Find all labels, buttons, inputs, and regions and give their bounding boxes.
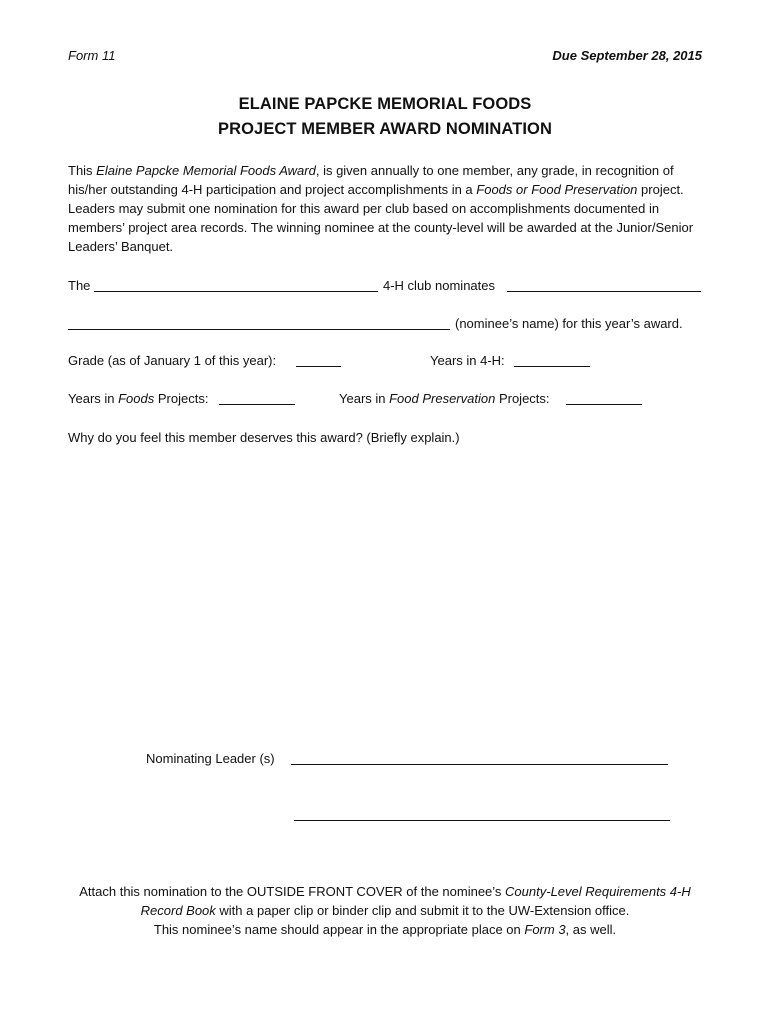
club-name-field[interactable] bbox=[94, 291, 378, 292]
intro-text-3: project. Leaders may submit one nomination for this award per club based on accomplishments documented in members’ project area records. The winning nominee at the county-level will be awarded at the Junior/Senior Leaders’ Banquet. bbox=[68, 182, 694, 254]
footer-line-3 bbox=[0, 920, 770, 939]
years-preservation-field[interactable] bbox=[566, 404, 642, 405]
years-foods-label bbox=[68, 389, 208, 408]
footer-line-3-suffix: , as well. bbox=[565, 922, 617, 937]
form-title-line-1: ELAINE PAPCKE MEMORIAL FOODS bbox=[238, 95, 532, 113]
club-nominates-field[interactable] bbox=[507, 291, 701, 292]
nominating-leader-signature-1[interactable] bbox=[291, 764, 668, 765]
award-name: Elaine Papcke Memorial Foods Award bbox=[96, 163, 316, 178]
grade-label: Grade (as of January 1 of this year): bbox=[68, 353, 277, 368]
footer-line-3-italic: Form 3 bbox=[524, 922, 566, 937]
intro-text-2: , is given annually to one member, any grade, in recognition of his/her outstanding 4-H participation and project accomplishments in a bbox=[68, 163, 674, 197]
years-4h-field[interactable] bbox=[514, 366, 590, 367]
grade-field[interactable] bbox=[296, 366, 341, 367]
years-foods-suffix: Projects: bbox=[154, 391, 209, 406]
nominating-leader-signature-2[interactable] bbox=[294, 820, 670, 821]
intro-text-1: This bbox=[68, 163, 97, 178]
footer-line-2-text: with a paper clip or binder clip and submit it to the UW-Extension office. bbox=[215, 903, 630, 918]
footer-line-1-italic: County-Level Requirements 4-H bbox=[505, 884, 691, 899]
nominee-name-field[interactable] bbox=[68, 329, 450, 330]
due-date: Due September 28, 2015 bbox=[552, 48, 702, 63]
footer-line-3-text: This nominee’s name should appear in the appropriate place on bbox=[153, 922, 525, 937]
years-preservation-label bbox=[339, 389, 550, 408]
footer-line-1 bbox=[0, 882, 770, 901]
footer-line-1-text: Attach this nomination to the OUTSIDE FRONT COVER of the nominee’s bbox=[79, 884, 506, 899]
years-foods-italic: Foods bbox=[118, 391, 155, 406]
years-foods-field[interactable] bbox=[219, 404, 295, 405]
the-label: The bbox=[68, 278, 91, 293]
nominating-leader-label: Nominating Leader (s) bbox=[146, 751, 275, 766]
project-name: Foods or Food Preservation bbox=[476, 182, 638, 197]
why-question: Why do you feel this member deserves this award? (Briefly explain.) bbox=[68, 430, 460, 445]
form-number: Form 11 bbox=[68, 48, 116, 63]
club-nominates-label: 4-H club nominates bbox=[383, 278, 495, 293]
years-foods-prefix: Years in bbox=[68, 391, 119, 406]
footer-line-2-italic: Record Book bbox=[140, 903, 216, 918]
years-preservation-suffix: Projects: bbox=[495, 391, 550, 406]
years-4h-label: Years in 4-H: bbox=[430, 353, 505, 368]
footer-line-2 bbox=[0, 901, 770, 920]
nominee-name-label: (nominee’s name) for this year’s award. bbox=[455, 316, 683, 331]
explanation-area[interactable] bbox=[68, 452, 702, 732]
years-preservation-prefix: Years in bbox=[339, 391, 390, 406]
form-title-line-2: PROJECT MEMBER AWARD NOMINATION bbox=[217, 120, 553, 138]
years-preservation-italic: Food Preservation bbox=[389, 391, 496, 406]
intro-paragraph bbox=[68, 161, 708, 256]
